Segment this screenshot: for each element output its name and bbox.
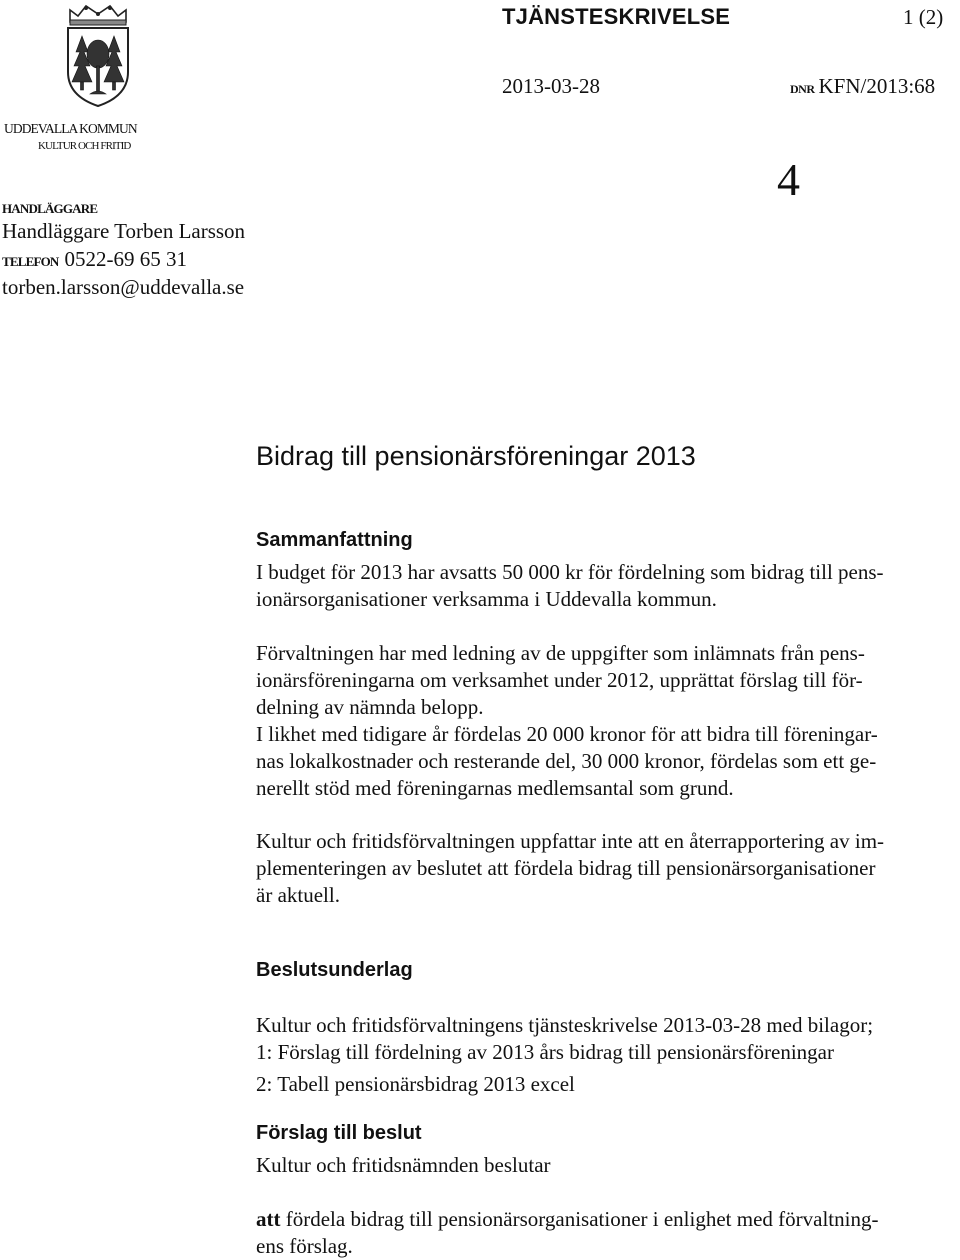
page-number: 1 (2) (903, 5, 944, 29)
organization-unit: KULTUR OCH FRITID (38, 140, 131, 152)
handler-name: Handläggare Torben Larsson (2, 219, 246, 243)
att-keyword: att (256, 1207, 281, 1231)
basis-line-3: 2: Tabell pensionärsbidrag 2013 excel (256, 1072, 575, 1096)
proposal-decision: att fördela bidrag till pensionärsorganisationer i enlighet med förvaltning- ens förslag. (256, 1207, 879, 1258)
document-type: TJÄNSTESKRIVELSE (502, 4, 731, 29)
registration-number (790, 74, 935, 99)
summary-paragraph-3: Kultur och fritidsförvaltningen uppfattar inte att en återrapportering av im- plementeringen av beslutet att fördela bidrag till pensionärsorganisationer är aktuell. (256, 829, 885, 907)
email-link[interactable]: torben.larsson@uddevalla.se (2, 275, 245, 299)
phone-number: 0522-69 65 31 (64, 247, 188, 271)
summary-paragraph-1: I budget för 2013 har avsatts 50 000 kr för fördelning som bidrag till pens- ionärsorganisationer verksamma i Uddevalla kommun. (256, 560, 884, 611)
proposal-line: Kultur och fritidsnämnden beslutar (256, 1153, 551, 1177)
document-title: Bidrag till pensionärsföreningar 2013 (256, 441, 696, 471)
handler-label: HANDLÄGGARE (2, 201, 98, 216)
summary-heading: Sammanfattning (256, 529, 413, 551)
basis-line-2: 1: Förslag till fördelning av 2013 års bidrag till pensionärsföreningar (256, 1040, 834, 1064)
summary-paragraph-2: Förvaltningen har med ledning av de uppgifter som inlämnats från pens- ionärsföreningarna om verksamhet under 2012, upprättat förslag till för- delning av nämnda belopp. I likhet med tidigare år fördelas 20 000 kronor för att bidra till föreningar- nas lokalkostnader och resterande del, 30 000 kronor, fördelas som ett ge- nerellt stöd med föreningarnas medlemsantal som grund. (256, 641, 878, 800)
dnr-label: DNR (790, 82, 815, 96)
organization-name: UDDEVALLA KOMMUN (4, 121, 137, 136)
dnr-value: KFN/2013:68 (818, 74, 936, 98)
basis-line-1: Kultur och fritidsförvaltningens tjänsteskrivelse 2013-03-28 med bilagor; (256, 1013, 874, 1037)
proposal-heading: Förslag till beslut (256, 1122, 422, 1144)
document-date: 2013-03-28 (502, 74, 600, 98)
phone-line (2, 247, 187, 272)
coat-of-arms-emblem (62, 2, 134, 108)
phone-label: TELEFON (2, 254, 59, 269)
agenda-number: 4 (777, 154, 800, 205)
basis-heading: Beslutsunderlag (256, 959, 413, 981)
